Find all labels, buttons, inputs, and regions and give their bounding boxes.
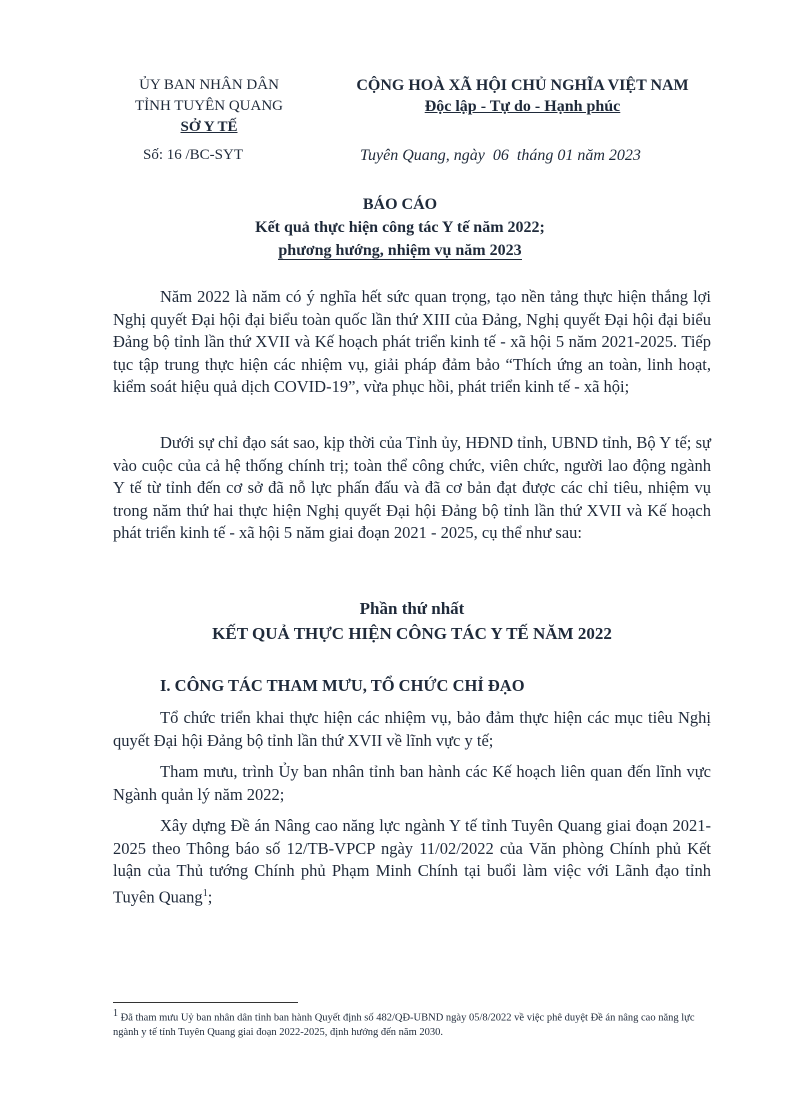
- footnote: [113, 1007, 713, 1040]
- paragraph-intro-1: Năm 2022 là năm có ý nghĩa hết sức quan trọng, tạo nền tảng thực hiện thắng lợi Nghị quyết Đại hội đại biểu toàn quốc lần thứ XIII của Đảng, Nghị quyết Đại hội đại biểu Đảng bộ tỉnh lần thứ XVII và Kế hoạch phát triển kinh tế - xã hội 5 năm 2021-2025. Tiếp tục tập trung thực hiện các nhiệm vụ, giải pháp đảm bảo “Thích ứng an toàn, linh hoạt, kiểm soát hiệu quả dịch COVID-19”, vừa phục hồi, phát triển kinh tế - xã hội;: [113, 287, 711, 397]
- footnote-separator: [113, 1002, 298, 1003]
- motto-line-2: Độc lập - Tự do - Hạnh phúc: [424, 98, 621, 115]
- footnote-reference: 1: [202, 887, 208, 899]
- part-one-subheading: KẾT QUẢ THỰC HIỆN CÔNG TÁC Y TẾ NĂM 2022: [212, 624, 612, 643]
- issuing-agency-block: [104, 75, 314, 138]
- agency-line-2: TỈNH TUYÊN QUANG: [134, 98, 284, 114]
- paragraph-section-1-c-text: Xây dựng Đề án Nâng cao năng lực ngành Y tế tỉnh Tuyên Quang giai đoạn 2021- 2025 theo Thông báo số 12/TB-VPCP ngày 11/02/2022 của Văn phòng Chính phủ Kết luận của Thủ tướng Chính phủ Phạm Minh Chính tại buổi làm việc với Lãnh đạo tỉnh Tuyên Quang: [113, 816, 711, 907]
- paragraph-section-1-b: Tham mưu, trình Ủy ban nhân tỉnh ban hành các Kế hoạch liên quan đến lĩnh vực Ngành quản lý năm 2022;: [113, 762, 711, 804]
- report-subtitle-1: Kết quả thực hiện công tác Y tế năm 2022;: [255, 219, 545, 236]
- agency-line-3-wrap: [104, 117, 314, 138]
- report-title-block: [150, 193, 650, 262]
- paragraph-section-1-c: [113, 815, 711, 909]
- report-subtitle-2-text: phương hướng, nhiệm vụ năm 2023: [278, 242, 522, 259]
- part-one-heading-block: [113, 596, 711, 646]
- paragraph-intro-2: Dưới sự chỉ đạo sát sao, kịp thời của Tỉnh ủy, HĐND tỉnh, UBND tỉnh, Bộ Y tế; sự vào cuộc của cả hệ thống chính trị; toàn thể công chức, viên chức, người lao động ngành Y tế từ tỉnh đến cơ sở đã nỗ lực phấn đấu và đã cơ bản đạt được các chỉ tiêu, nhiệm vụ trong năm thứ hai thực hiện Nghị quyết Đại hội Đảng bộ tỉnh lần thứ XVII và Kế hoạch phát triển kinh tế - xã hội 5 năm giai đoạn 2021 - 2025, cụ thể như sau:: [113, 433, 711, 543]
- paragraph-section-1-c-end: ;: [207, 887, 213, 907]
- footnote-mark: 1: [113, 1008, 118, 1019]
- national-motto-block: [325, 75, 720, 117]
- report-title: BÁO CÁO: [362, 196, 438, 213]
- report-subtitle-2: [150, 239, 650, 262]
- part-one-heading: Phần thứ nhất: [359, 599, 465, 618]
- document-date: Tuyên Quang, ngày 06 tháng 01 năm 2023: [360, 147, 641, 164]
- agency-line-1: ỦY BAN NHÂN DÂN: [139, 77, 279, 93]
- agency-line-3: SỞ Y TẾ: [180, 119, 238, 135]
- footnote-text: Đã tham mưu Uỷ ban nhân dân tỉnh ban hành Quyết định số 482/QĐ-UBND ngày 05/8/2022 về việc phê duyệt Đề án nâng cao năng lực ngành y tế tỉnh Tuyên Quang giai đoạn 2022-2025, định hướng đến năm 2030.: [113, 1012, 695, 1038]
- document-number: Số: 16 /BC-SYT: [143, 147, 244, 163]
- motto-line-2-wrap: [325, 96, 720, 117]
- section-1-heading: I. CÔNG TÁC THAM MƯU, TỔ CHỨC CHỈ ĐẠO: [160, 676, 525, 695]
- paragraph-section-1-a: Tổ chức triển khai thực hiện các nhiệm vụ, bảo đảm thực hiện các mục tiêu Nghị quyết Đại hội Đảng bộ tỉnh lần thứ XVII về lĩnh vực y tế;: [113, 708, 711, 750]
- motto-line-1: CỘNG HOÀ XÃ HỘI CHỦ NGHĨA VIỆT NAM: [356, 77, 689, 94]
